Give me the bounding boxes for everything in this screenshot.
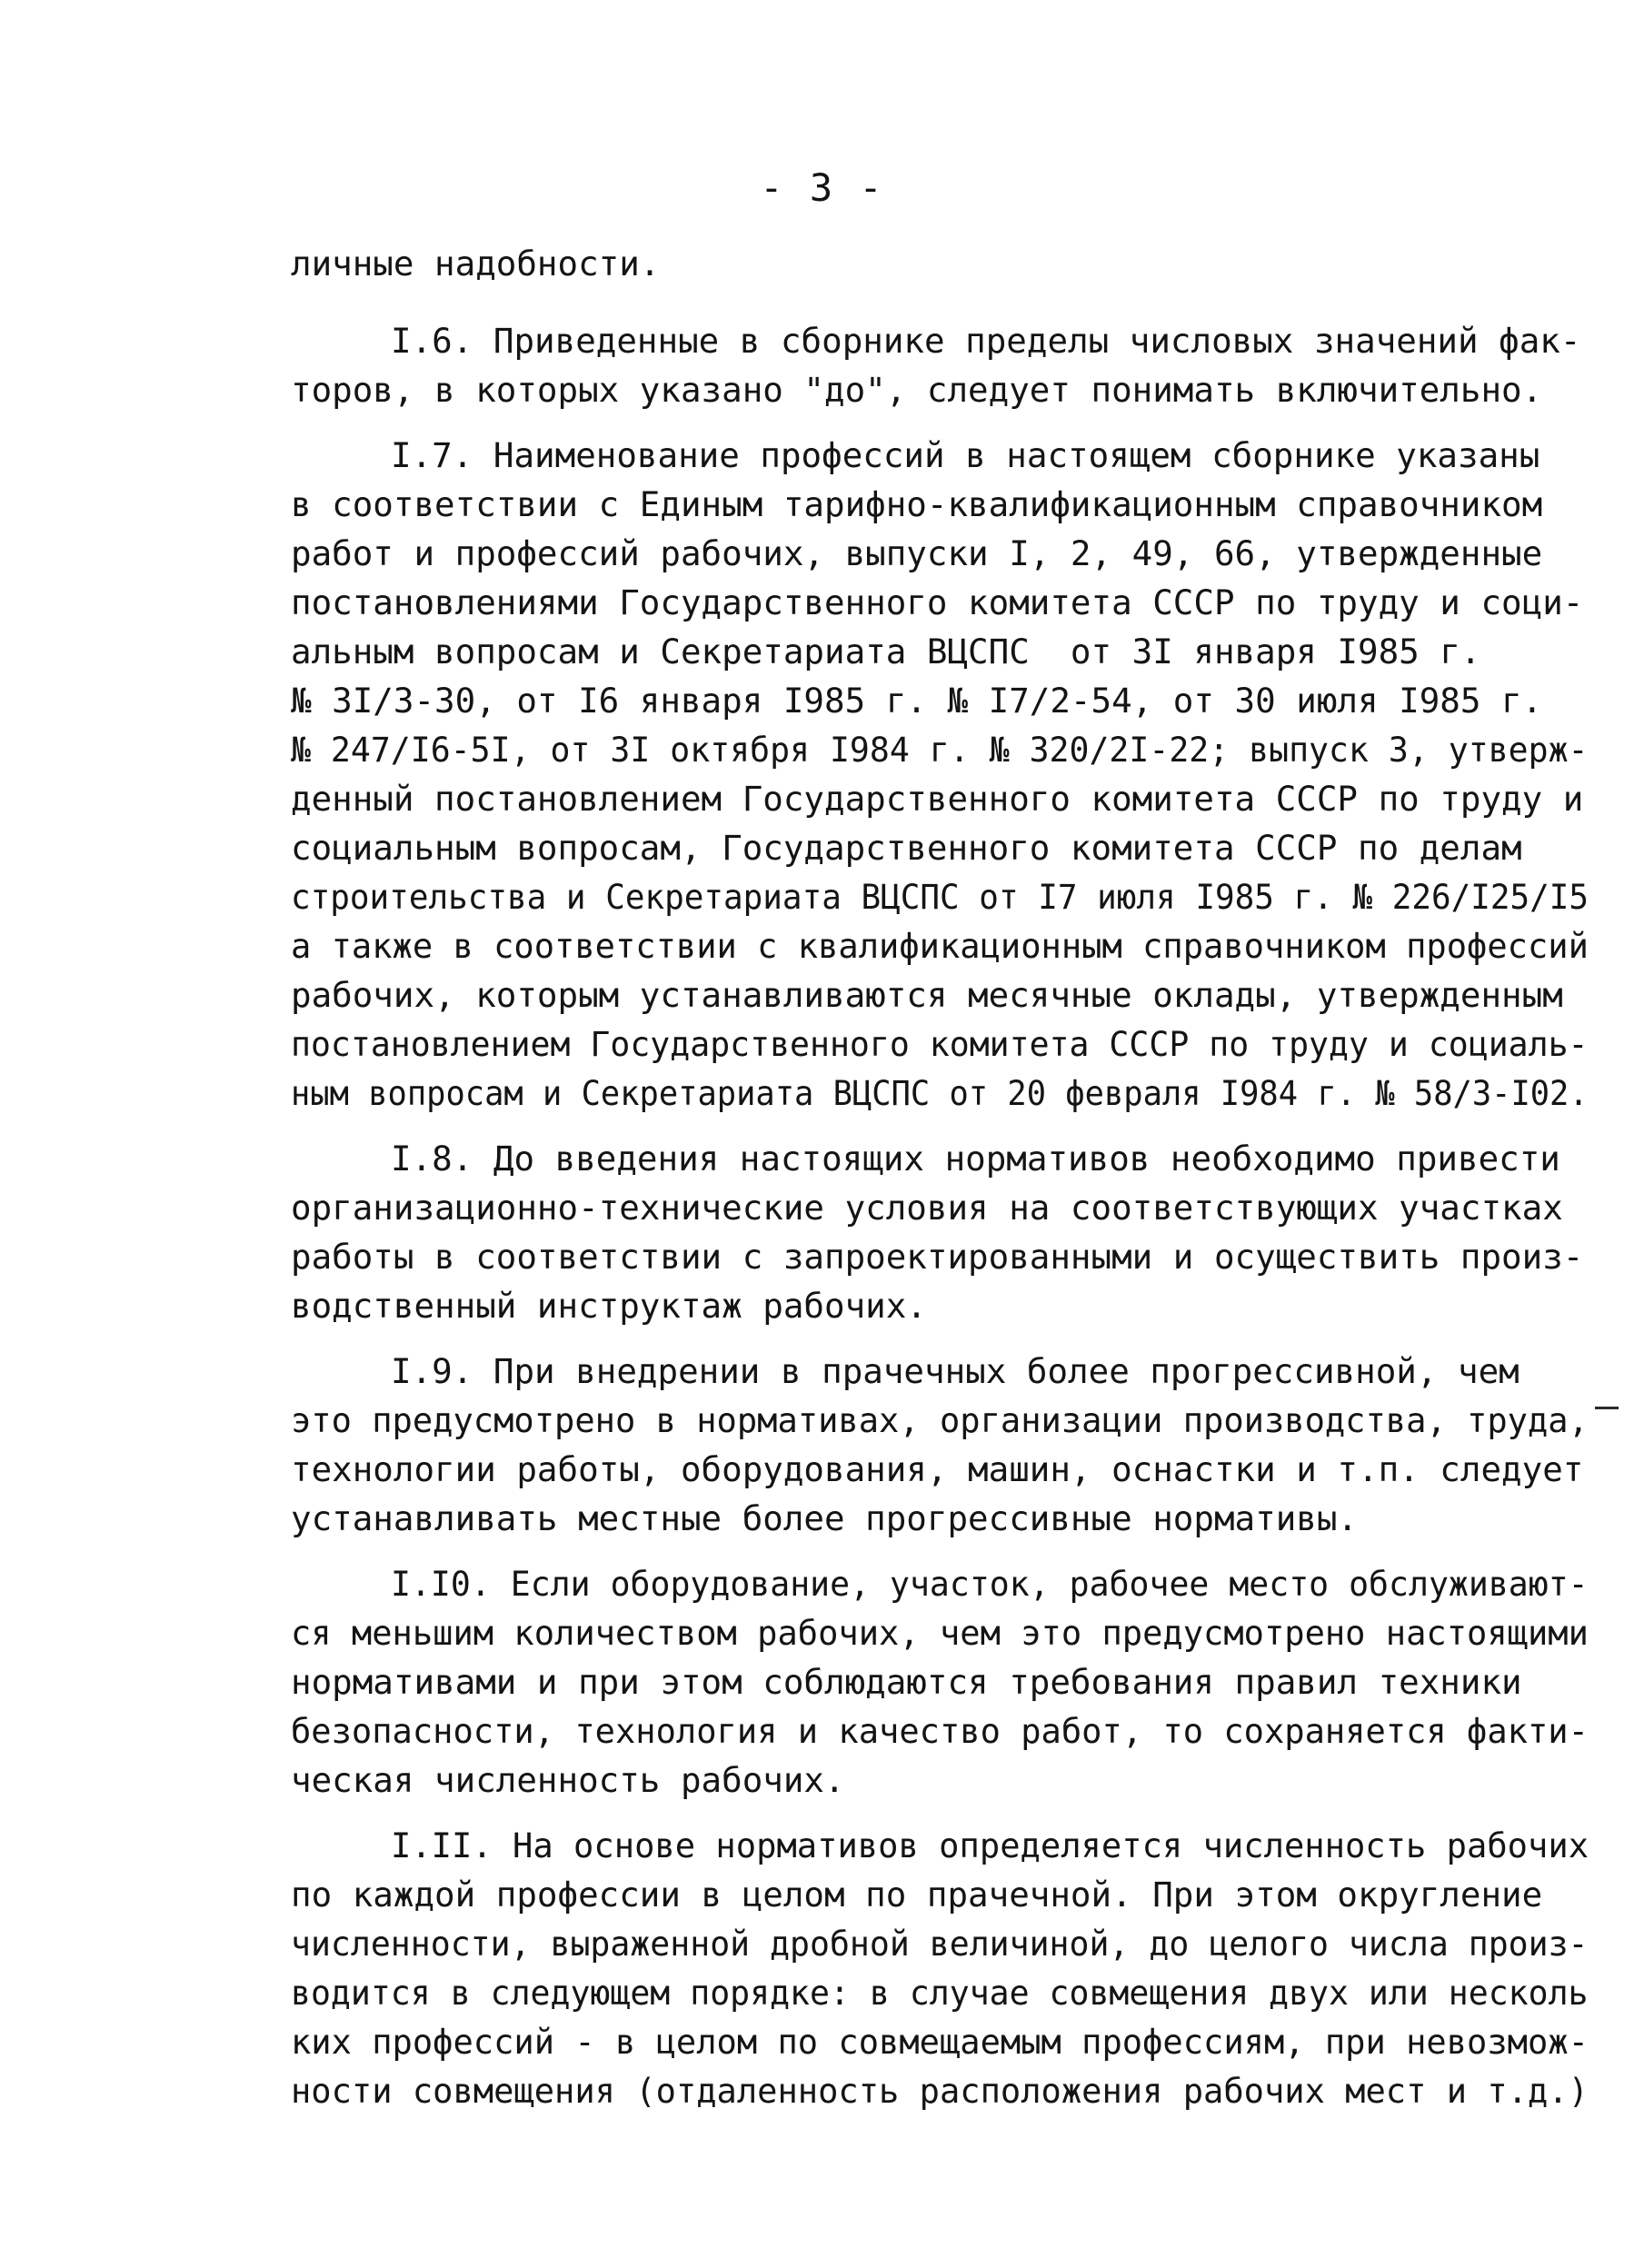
text-line: в соответствии с Единым тарифно-квалификационным справочником (291, 484, 1543, 524)
text-line: а также в соответствии с квалификационным справочником профессий (291, 926, 1589, 966)
text-line: денный постановлением Государственного комитета СССР по труду и (291, 779, 1584, 819)
text-line: торов, в которых указано "до", следует понимать включительно. (291, 370, 1543, 410)
text-line: это предусмотрено в нормативах, организации производства, труда, (291, 1400, 1589, 1440)
text-line: рабочих, которым устанавливаются месячные оклады, утвержденным (291, 975, 1563, 1015)
text-line: водится в следующем порядке: в случае совмещения двух или несколь (291, 1973, 1589, 2013)
margin-mark (1595, 1407, 1619, 1409)
text-line: ся меньшим количеством рабочих, чем это предусмотрено настоящими (291, 1613, 1589, 1653)
text-line: ких профессий - в целом по совмещаемым профессиям, при невозмож- (291, 2022, 1589, 2062)
text-line: альным вопросам и Секретариата ВЦСПС от 3I января I985 г. (291, 632, 1481, 671)
text-line: нормативами и при этом соблюдаются требования правил техники (291, 1662, 1522, 1702)
text-line: устанавливать местные более прогрессивные нормативы. (291, 1498, 1358, 1538)
text-line: I.I0. Если оборудование, участок, рабочее место обслуживают- (391, 1564, 1589, 1604)
text-line: организационно-технические условия на соответствующих участках (291, 1188, 1563, 1228)
text-line: работы в соответствии с запроектированными и осуществить произ- (291, 1237, 1584, 1277)
text-line: технологии работы, оборудования, машин, оснастки и т.п. следует (291, 1449, 1584, 1489)
text-line: № 247/I6-5I, от 3I октября I984 г. № 320/2I-22; выпуск 3, утверж- (291, 730, 1589, 770)
text-line: ческая численность рабочих. (291, 1760, 845, 1800)
text-line: водственный инструктаж рабочих. (291, 1286, 927, 1326)
text-line: I.9. При внедрении в прачечных более прогрессивной, чем (391, 1351, 1519, 1391)
text-line: ности совмещения (отдаленность расположения рабочих мест и т.д.) (291, 2071, 1589, 2111)
text-line: I.7. Наименование профессий в настоящем сборнике указаны (391, 435, 1540, 475)
text-line: по каждой профессии в целом по прачечной. При этом округление (291, 1875, 1543, 1915)
text-line: постановлениями Государственного комитета СССР по труду и соци- (291, 582, 1584, 622)
text-line: I.8. До введения настоящих нормативов необходимо привести (391, 1139, 1560, 1179)
text-line: численности, выраженной дробной величиной, до целого числа произ- (291, 1924, 1589, 1964)
text-line: строительства и Секретариата ВЦСПС от I7 июля I985 г. № 226/I25/I5 (291, 877, 1589, 917)
text-line: социальным вопросам, Государственного комитета СССР по делам (291, 828, 1522, 868)
text-line: I.6. Приведенные в сборнике пределы числовых значений фак- (391, 321, 1581, 361)
text-line: постановлением Государственного комитета СССР по труду и социаль- (291, 1024, 1589, 1064)
text-line: № 3I/3-30, от I6 января I985 г. № I7/2-54, от 30 июля I985 г. (291, 681, 1543, 721)
text-line: I.II. На основе нормативов определяется численность рабочих (391, 1825, 1589, 1865)
text-line: личные надобности. (291, 244, 661, 284)
text-line: работ и профессий рабочих, выпуски I, 2, 49, 66, утвержденные (291, 533, 1543, 573)
text-line: ным вопросам и Секретариата ВЦСПС от 20 февраля I984 г. № 58/3-I02. (291, 1073, 1589, 1113)
text-line: безопасности, технология и качество работ, то сохраняется факти- (291, 1711, 1589, 1751)
page-number: - 3 - (760, 165, 884, 210)
